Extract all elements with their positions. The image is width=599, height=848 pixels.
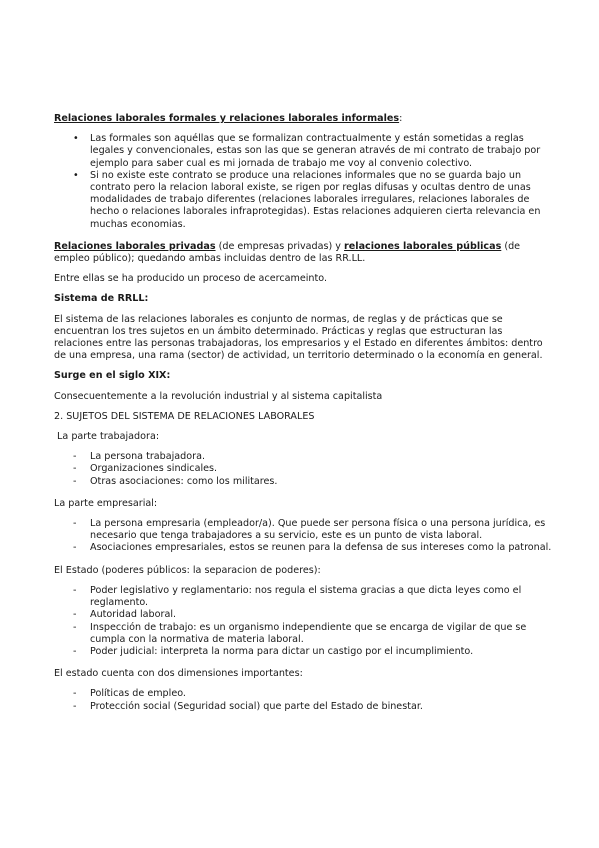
heading-sistema-rrll: Sistema de RRLL:: [54, 293, 149, 305]
list-item: [54, 622, 554, 646]
list-item-text: Otras asociaciones: como los militares.: [90, 475, 278, 487]
list-item-text: Poder judicial: interpreta la norma para dictar un castigo por el incumplimiento.: [90, 645, 474, 657]
dash-marker: -: [73, 475, 77, 487]
parte-empresarial-title: La parte empresarial:: [54, 497, 158, 509]
list-item-text: Políticas de empleo.: [90, 688, 186, 700]
list-item-text: Si no existe este contrato se produce una relaciones informales que no se guarda bajo un contrato pero la relacion laboral existe, se rigen por reglas difusas y ocultas dentro de unas modalidades de trabajo diferentes (relaciones laborales irregulares, relaciones laborales de hecho o relaciones laborales infraprotegidas). Estas relaciones adquieren cierta relevancia en muchas economias.: [90, 169, 541, 230]
list-item: [54, 476, 554, 488]
estado-title: El Estado (poderes públicos: la separacion de poderes):: [54, 564, 321, 576]
dash-marker: -: [73, 645, 77, 657]
list-item: [54, 518, 554, 542]
list-item: [54, 609, 554, 621]
list-item-text: Protección social (Seguridad social) que parte del Estado de binestar.: [90, 700, 423, 712]
list-item-text: Las formales son aquéllas que se formalizan contractualmente y están sometidas a reglas legales y convencionales, estas son las que se generan através de mi contrato de trabajo por ejemplo para saber cual es mi jornada de trabajo me voy al convenio colectivo.: [90, 133, 541, 169]
dash-marker: -: [73, 609, 77, 621]
estado-list: [54, 585, 554, 658]
heading-formales-informales: [54, 113, 554, 125]
dimensiones-list: [54, 688, 554, 712]
list-item-text: Inspección de trabajo: es un organismo independiente que se encarga de vigilar de que se cumpla con la normativa de materia laboral.: [90, 621, 527, 645]
dash-marker: -: [73, 688, 77, 700]
acercamiento-paragraph: Entre ellas se ha producido un proceso de acercameinto.: [54, 273, 328, 285]
parte-trabajadora-title: La parte trabajadora:: [54, 431, 160, 443]
dash-marker: -: [73, 700, 77, 712]
dash-marker: -: [73, 463, 77, 475]
text-segment: (de empleo público); quedando ambas incluidas dentro de las RR.LL.: [54, 240, 521, 265]
dash-marker: -: [73, 584, 77, 596]
bullet-marker: •: [73, 133, 79, 145]
term-privadas: Relaciones laborales privadas: [54, 240, 216, 252]
heading-suffix: :: [399, 113, 403, 124]
siglo-paragraph: Consecuentemente a la revolución industrial y al sistema capitalista: [54, 390, 383, 402]
list-item: [54, 542, 554, 554]
bullet-marker: •: [73, 169, 79, 181]
section-2-title: 2. SUJETOS DEL SISTEMA DE RELACIONES LABORALES: [54, 410, 315, 422]
list-item: [54, 170, 554, 231]
document-body: [54, 113, 554, 713]
formal-informal-list: [54, 133, 554, 231]
parte-trabajadora-list: [54, 451, 554, 488]
parte-empresarial-list: [54, 518, 554, 555]
privadas-publicas-paragraph: [54, 241, 554, 265]
heading-siglo-xix: Surge en el siglo XIX:: [54, 370, 171, 382]
sistema-paragraph: El sistema de las relaciones laborales es conjunto de normas, de reglas y de prácticas que se encuentran los tres sujetos en un ámbito determinado. Prácticas y reglas que estructuran las relaciones entre las personas trabajadoras, los empresarios y el Estado en diferentes ámbitos: dentro de una empresa, una rama (sector) de actividad, un territorio determinado o la economía en general.: [54, 313, 543, 362]
list-item: [54, 585, 554, 609]
list-item-text: Autoridad laboral.: [90, 609, 177, 621]
list-item: [54, 451, 554, 463]
list-item: [54, 133, 554, 170]
list-item: [54, 463, 554, 475]
list-item-text: La persona empresaria (empleador/a). Que puede ser persona física o una persona jurídica, es necesario que tenga trabajadores a su servicio, este es un punto de vista laboral.: [90, 518, 546, 542]
list-item-text: Organizaciones sindicales.: [90, 463, 218, 475]
list-item-text: La persona trabajadora.: [90, 451, 206, 463]
text-segment: (de empresas privadas) y: [215, 240, 345, 252]
heading-text: Relaciones laborales formales y relaciones laborales informales: [54, 113, 400, 124]
dimensiones-title: El estado cuenta con dos dimensiones importantes:: [54, 668, 303, 680]
dash-marker: -: [73, 621, 77, 633]
list-item: [54, 646, 554, 658]
dash-marker: -: [73, 451, 77, 463]
list-item-text: Asociaciones empresariales, estos se reunen para la defensa de sus intereses como la patronal.: [90, 542, 552, 554]
term-publicas: relaciones laborales públicas: [344, 240, 502, 252]
list-item: [54, 701, 554, 713]
list-item: [54, 688, 554, 700]
list-item-text: Poder legislativo y reglamentario: nos regula el sistema gracias a que dicta leyes como el reglamento.: [90, 584, 522, 609]
dash-marker: -: [73, 518, 77, 530]
dash-marker: -: [73, 542, 77, 554]
